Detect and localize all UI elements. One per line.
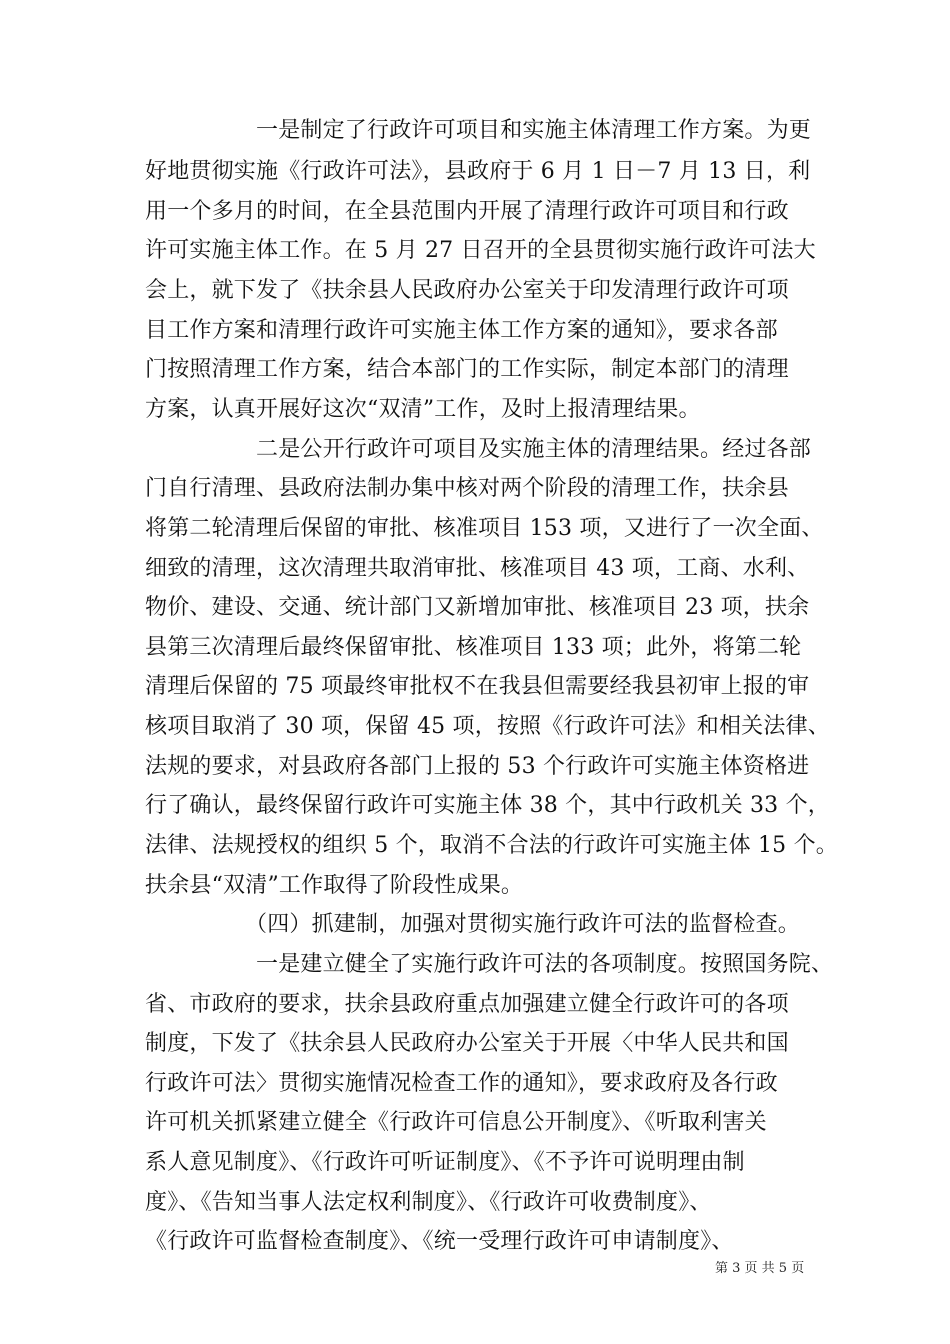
paragraph-line: 县第三次清理后最终保留审批、核准项目 133 项；此外，将第二轮	[145, 635, 802, 660]
page-number-footer: 第 3 页 共 5 页	[715, 1261, 805, 1276]
paragraph-line: 清理后保留的 75 项最终审批权不在我县但需要经我县初审上报的审	[145, 674, 810, 699]
paragraph-line: 目工作方案和清理行政许可实施主体工作方案的通知》，要求各部	[145, 318, 778, 343]
paragraph-line: 一是制定了行政许可项目和实施主体清理工作方案。为更	[145, 118, 812, 143]
paragraph-line: 许可实施主体工作。在 5 月 27 日召开的全县贯彻实施行政许可法大	[145, 238, 816, 263]
paragraph-line: 度》、《告知当事人法定权利制度》、《行政许可收费制度》、	[145, 1190, 712, 1215]
paragraph-line: 法律、法规授权的组织 5 个，取消不合法的行政许可实施主体 15 个。	[145, 833, 838, 858]
section-heading: （四）抓建制，加强对贯彻实施行政许可法的监督检查。	[145, 912, 801, 937]
paragraph-line: 省、市政府的要求，扶余县政府重点加强建立健全行政许可的各项	[145, 992, 789, 1017]
paragraph-line: 细致的清理，这次清理共取消审批、核准项目 43 项，工商、水利、	[145, 556, 810, 581]
paragraph-line: 核项目取消了 30 项，保留 45 项，按照《行政许可法》和相关法律、	[145, 714, 830, 739]
paragraph-line: 行政许可法〉贯彻实施情况检查工作的通知》，要求政府及各行政	[145, 1071, 778, 1096]
paragraph-line: 用一个多月的时间，在全县范围内开展了清理行政许可项目和行政	[145, 199, 789, 224]
paragraph-line: 将第二轮清理后保留的审批、核准项目 153 项，又进行了一次全面、	[145, 516, 824, 541]
paragraph-line: 许可机关抓紧建立健全《行政许可信息公开制度》、《听取利害关	[145, 1110, 767, 1135]
paragraph-line: 行了确认，最终保留行政许可实施主体 38 个，其中行政机关 33 个，	[145, 793, 830, 818]
paragraph-line: 一是建立健全了实施行政许可法的各项制度。按照国务院、	[145, 952, 834, 977]
paragraph-line: 会上，就下发了《扶余县人民政府办公室关于印发清理行政许可项	[145, 278, 789, 303]
paragraph-line: 制度，下发了《扶余县人民政府办公室关于开展〈中华人民共和国	[145, 1031, 789, 1056]
paragraph-line: 二是公开行政许可项目及实施主体的清理结果。经过各部	[145, 437, 812, 462]
paragraph-line: 好地贯彻实施《行政许可法》，县政府于 6 月 1 日－7 月 13 日，利	[145, 159, 811, 184]
paragraph-line: 法规的要求，对县政府各部门上报的 53 个行政许可实施主体资格进	[145, 754, 810, 779]
paragraph-line: 方案，认真开展好这次“双清”工作，及时上报清理结果。	[145, 397, 701, 422]
paragraph-line: 扶余县“双清”工作取得了阶段性成果。	[145, 873, 524, 898]
paragraph-line: 门自行清理、县政府法制办集中核对两个阶段的清理工作，扶余县	[145, 476, 789, 501]
paragraph-line: 门按照清理工作方案，结合本部门的工作实际，制定本部门的清理	[145, 357, 789, 382]
paragraph-line: 系人意见制度》、《行政许可听证制度》、《不予许可说明理由制	[145, 1150, 745, 1175]
paragraph-line: 物价、建设、交通、统计部门又新增加审批、核准项目 23 项，扶余	[145, 595, 810, 620]
paragraph-line: 《行政许可监督检查制度》、《统一受理行政许可申请制度》、	[145, 1229, 734, 1254]
